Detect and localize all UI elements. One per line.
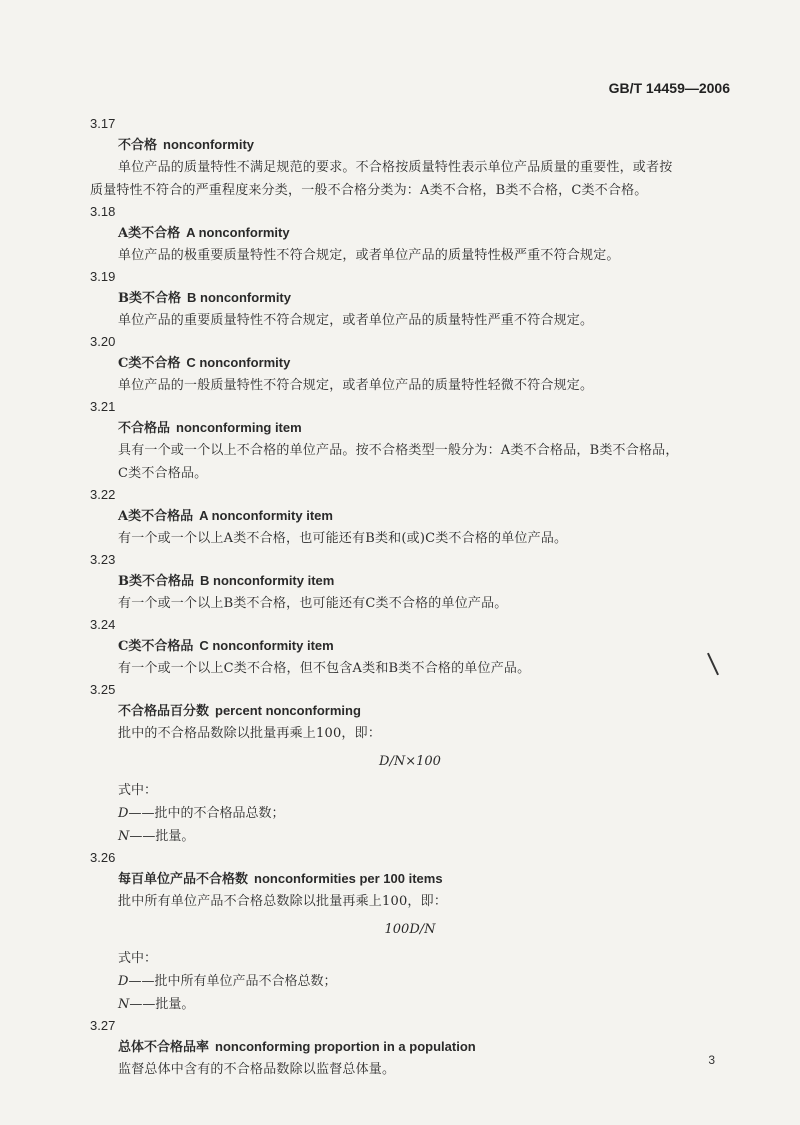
definition-line: 具有一个或一个以上不合格的单位产品。按不合格类型一般分为：A类不合格品，B类不合格品， <box>118 443 679 458</box>
definition-line: 单位产品的重要质量特性不符合规定，或者单位产品的质量特性严重不符合规定。 <box>118 313 594 328</box>
clause-number: 3.26 <box>90 850 116 865</box>
variable-definition <box>118 802 730 825</box>
variable-definition <box>118 825 730 848</box>
definition-line: 批中的不合格品数除以批量再乘上100，即： <box>118 726 382 741</box>
definition-line: 有一个或一个以上C类不合格，但不包含A类和B类不合格的单位产品。 <box>118 661 531 676</box>
clause-number: 3.20 <box>90 334 116 349</box>
variable-desc: ——批中所有单位产品不合格总数； <box>128 974 337 989</box>
term-en: A nonconformity <box>186 225 290 240</box>
definition-line: C类不合格品。 <box>118 466 208 481</box>
definition-line: 有一个或一个以上A类不合格，也可能还有B类和(或)C类不合格的单位产品。 <box>118 531 568 546</box>
term-cn: 不合格品 <box>118 421 171 436</box>
term-en: nonconforming item <box>176 420 302 435</box>
variable-definition <box>118 970 730 993</box>
variable-definition <box>118 993 730 1016</box>
term-en: percent nonconforming <box>215 703 361 718</box>
definition-line: 单位产品的一般质量特性不符合规定，或者单位产品的质量特性轻微不符合规定。 <box>118 378 594 393</box>
where-label: 式中： <box>118 951 158 966</box>
term-heading <box>118 222 730 244</box>
clause-number: 3.27 <box>90 1018 116 1033</box>
clause-number: 3.23 <box>90 552 116 567</box>
definition-line: 监督总体中含有的不合格品数除以监督总体量。 <box>118 1062 396 1077</box>
term-cn: C类不合格品 <box>118 639 194 654</box>
term-cn: B类不合格品 <box>118 574 194 589</box>
term-cn: 每百单位产品不合格数 <box>118 872 249 887</box>
where-label: 式中： <box>118 783 158 798</box>
term-en: nonconformity <box>163 137 255 152</box>
definition-line: 质量特性不符合的严重程度来分类，一般不合格分类为：A类不合格，B类不合格，C类不合格。 <box>90 183 648 198</box>
document-body <box>90 114 730 1081</box>
term-heading <box>118 868 730 890</box>
term-heading <box>118 352 730 374</box>
variable-desc: ——批中的不合格品总数； <box>128 806 285 821</box>
variable-symbol: N <box>118 997 130 1012</box>
term-cn: A类不合格 <box>118 226 181 241</box>
clause-number: 3.17 <box>90 116 116 131</box>
term-heading <box>118 635 730 657</box>
term-cn: A类不合格品 <box>118 509 194 524</box>
definition-line: 单位产品的极重要质量特性不符合规定，或者单位产品的质量特性极严重不符合规定。 <box>118 248 620 263</box>
term-cn: 不合格 <box>118 138 158 153</box>
term-cn: C类不合格 <box>118 356 181 371</box>
term-heading <box>118 1036 730 1058</box>
clause-number: 3.22 <box>90 487 116 502</box>
term-en: C nonconformity item <box>199 638 334 653</box>
term-heading <box>118 417 730 439</box>
term-en: C nonconformity <box>186 355 291 370</box>
page-number: 3 <box>708 1053 715 1067</box>
term-heading <box>118 700 730 722</box>
clause-number: 3.25 <box>90 682 116 697</box>
variable-symbol: D <box>118 806 129 821</box>
term-heading <box>118 287 730 309</box>
variable-desc: ——批量。 <box>129 829 195 844</box>
variable-symbol: N <box>118 829 130 844</box>
definition-line: 批中所有单位产品不合格总数除以批量再乘上100，即： <box>118 894 448 909</box>
formula: 100D/N <box>384 922 436 937</box>
clause-number: 3.24 <box>90 617 116 632</box>
term-en: A nonconformity item <box>199 508 333 523</box>
definition-line: 有一个或一个以上B类不合格，也可能还有C类不合格的单位产品。 <box>118 596 508 611</box>
term-en: B nonconformity <box>187 290 291 305</box>
term-heading <box>118 134 730 156</box>
formula: D/N×100 <box>379 754 441 769</box>
term-cn: 总体不合格品率 <box>118 1040 210 1055</box>
term-heading <box>118 505 730 527</box>
term-en: nonconformities per 100 items <box>254 871 443 886</box>
term-cn: B类不合格 <box>118 291 181 306</box>
term-cn: 不合格品百分数 <box>118 704 210 719</box>
variable-desc: ——批量。 <box>129 997 195 1012</box>
definition-line: 单位产品的质量特性不满足规范的要求。不合格按质量特性表示单位产品质量的重要性，或者按 <box>118 160 673 175</box>
clause-number: 3.21 <box>90 399 116 414</box>
clause-number: 3.18 <box>90 204 116 219</box>
clause-number: 3.19 <box>90 269 116 284</box>
term-en: B nonconformity item <box>200 573 335 588</box>
term-en: nonconforming proportion in a population <box>215 1039 476 1054</box>
standard-code: GB/T 14459—2006 <box>608 80 730 96</box>
variable-symbol: D <box>118 974 129 989</box>
term-heading <box>118 570 730 592</box>
